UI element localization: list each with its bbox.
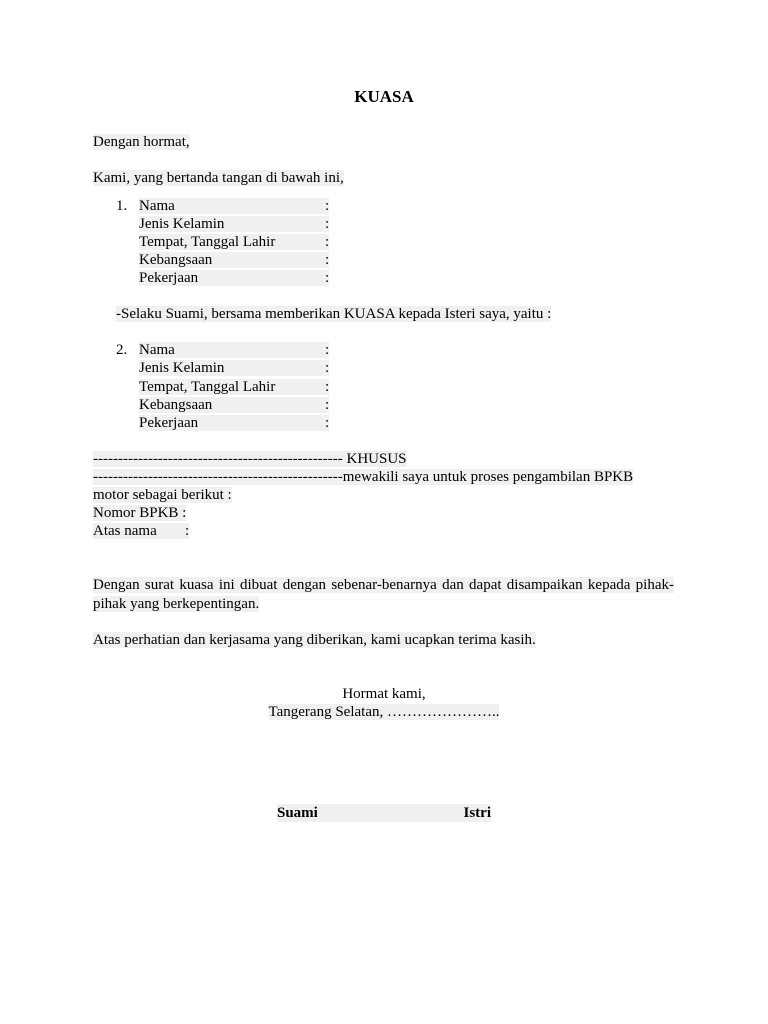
party1-field-row <box>139 215 329 233</box>
field-label: Nama <box>139 342 175 358</box>
party1-field-row <box>139 269 329 287</box>
field-label: Nama <box>139 198 175 214</box>
place-date-text: Tangerang Selatan, ………………….. <box>268 704 500 720</box>
field-colon: : <box>325 415 330 431</box>
field-label: Kebangsaan <box>139 252 213 268</box>
field-colon: : <box>325 252 330 268</box>
field-colon: : <box>325 234 330 250</box>
field-label: Jenis Kelamin <box>139 216 225 232</box>
field-label: Jenis Kelamin <box>139 360 225 376</box>
khusus-line-1: -------------------------------------------------- KHUSUS <box>93 451 407 467</box>
istri-label: Istri <box>463 805 491 821</box>
party2-field-row <box>139 414 329 432</box>
intro-text: Kami, yang bertanda tangan di bawah ini, <box>93 170 344 186</box>
suami-label: Suami <box>277 805 318 821</box>
greeting: Dengan hormat, <box>93 134 190 150</box>
field-colon: : <box>325 270 330 286</box>
field-label: Tempat, Tanggal Lahir <box>139 379 276 395</box>
party2-field-row <box>139 396 329 414</box>
thanks-paragraph: Atas perhatian dan kerjasama yang diberikan, kami ucapkan terima kasih. <box>93 632 536 648</box>
khusus-line-2: --------------------------------------------------mewakili saya untuk proses pengambilan BPKB <box>93 469 634 485</box>
field-label: Pekerjaan <box>139 415 199 431</box>
field-colon: : <box>325 360 330 376</box>
closing-paragraph: Dengan surat kuasa ini dibuat dengan sebenar-benarnya dan dapat disampaikan kepada pihak-pihak yang berkepentingan. <box>93 577 674 612</box>
field-colon: : <box>325 342 330 358</box>
bpkb-number-label: Nomor BPKB : <box>93 505 187 521</box>
field-colon: : <box>325 397 330 413</box>
party2-field-row <box>139 359 329 377</box>
document-title: KUASA <box>354 87 414 106</box>
field-colon: : <box>325 379 330 395</box>
atas-nama-label: Atas nama <box>93 523 157 539</box>
regards-text: Hormat kami, <box>342 686 426 702</box>
field-label: Tempat, Tanggal Lahir <box>139 234 276 250</box>
statement-text: -Selaku Suami, bersama memberikan KUASA kepada Isteri saya, yaitu : <box>116 306 552 322</box>
party1-field-row <box>139 251 329 269</box>
khusus-line-3: motor sebagai berikut : <box>93 487 232 503</box>
party2-field-row <box>139 378 329 396</box>
field-label: Kebangsaan <box>139 397 213 413</box>
field-label: Pekerjaan <box>139 270 199 286</box>
party1-field-row <box>139 197 329 215</box>
field-colon: : <box>325 216 330 232</box>
party2-field-row <box>139 341 329 359</box>
party1-field-row <box>139 233 329 251</box>
signature-line <box>277 804 491 822</box>
atas-nama-colon: : <box>185 523 190 539</box>
party1-number: 1. <box>116 198 128 214</box>
party2-number: 2. <box>116 342 128 358</box>
field-colon: : <box>325 198 330 214</box>
